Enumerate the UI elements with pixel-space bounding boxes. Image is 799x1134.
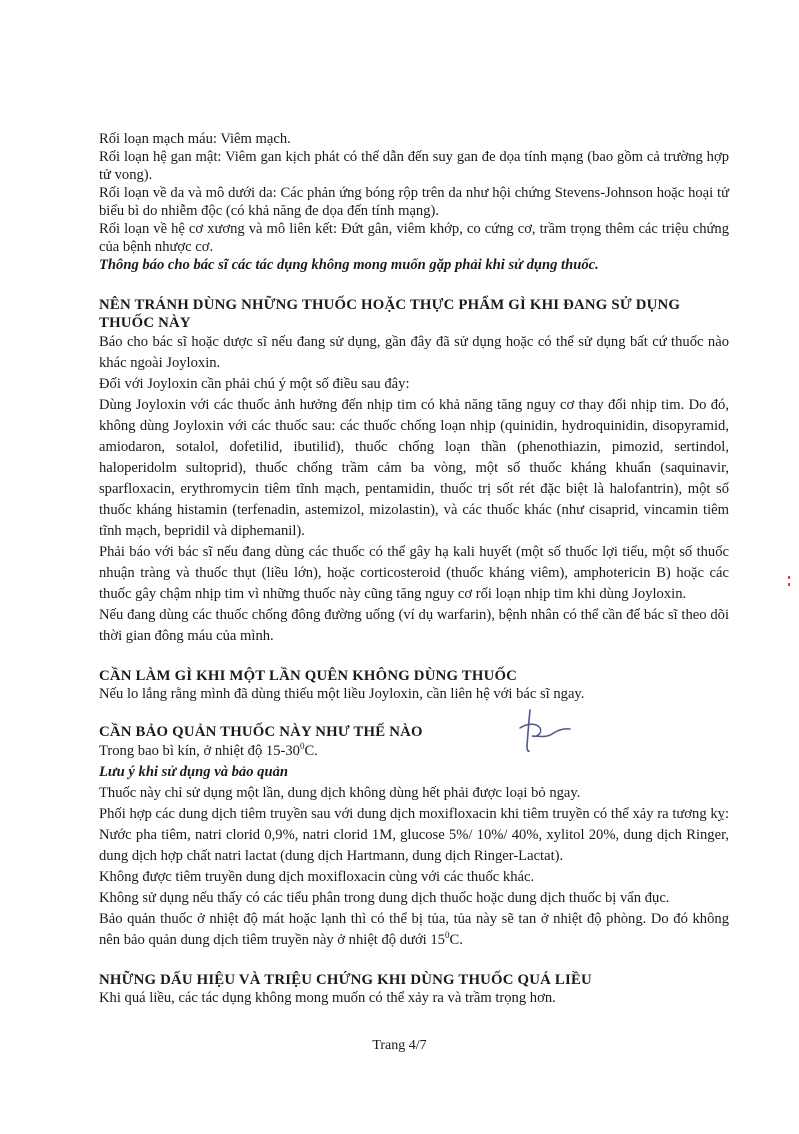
signature-mark [512, 706, 574, 756]
effect-skin: Rối loạn về da và mô dưới da: Các phản ứng bóng rộp trên da như hội chứng Stevens-Johnson hoặc hoại tử biểu bì do nhiễm độc (có khả năng đe dọa đến tính mạng). [99, 185, 729, 219]
degree-sup: 0 [299, 741, 305, 752]
storage-heading: CẦN BẢO QUẢN THUỐC NÀY NHƯ THẾ NÀO [99, 724, 423, 740]
missed-dose-text: Nếu lo lắng rằng mình đã dùng thiếu một liều Joyloxin, cần liên hệ với bác sĩ ngay. [99, 686, 585, 702]
effect-musculoskeletal: Rối loạn về hệ cơ xương và mô liên kết: Đứt gân, viêm khớp, co cứng cơ, trầm trọng thêm các triệu chứng của bệnh nhược cơ. [99, 221, 729, 255]
overdose-section [99, 971, 729, 1007]
storage-para-1: Thuốc này chỉ sử dụng một lần, dung dịch không dùng hết phải được loại bỏ ngay. [99, 785, 581, 801]
page-number: Trang 4/7 [372, 1038, 427, 1053]
storage-condition-unit: C. [304, 743, 318, 759]
storage-body [99, 741, 729, 951]
missed-dose-section [99, 667, 729, 703]
storage-condition [99, 741, 729, 762]
missed-dose-heading: CẦN LÀM GÌ KHI MỘT LẦN QUÊN KHÔNG DÙNG THUỐC [99, 668, 518, 684]
effect-hepatobiliary: Rối loạn hệ gan mật: Viêm gan kịch phát có thể dẫn đến suy gan đe dọa tính mạng (bao gồm cả trường hợp tử vong). [99, 149, 729, 183]
interactions-heading: NÊN TRÁNH DÙNG NHỮNG THUỐC HOẶC THỰC PHẨM GÌ KHI ĐANG SỬ DỤNG THUỐC NÀY [99, 297, 681, 331]
storage-para-5-unit: C. [449, 932, 463, 948]
overdose-heading: NHỮNG DẤU HIỆU VÀ TRIỆU CHỨNG KHI DÙNG THUỐC QUÁ LIỀU [99, 972, 592, 988]
storage-condition-text: Trong bao bì kín, ở nhiệt độ 15-30 [99, 743, 300, 759]
interactions-para-1: Báo cho bác sĩ hoặc dược sĩ nếu đang sử dụng, gần đây đã sử dụng hoặc có thể sử dụng bất cứ thuốc nào khác ngoài Joyloxin. [99, 334, 729, 371]
interactions-body [99, 332, 729, 647]
report-notice: Thông báo cho bác sĩ các tác dụng không mong muốn gặp phải khi sử dụng thuốc. [99, 257, 599, 273]
storage-para-4: Không sử dụng nếu thấy có các tiểu phân trong dung dịch thuốc hoặc dung dịch thuốc bị vẩn đục. [99, 890, 670, 906]
interactions-para-4: Phải báo với bác sĩ nếu đang dùng các thuốc có thể gây hạ kali huyết (một số thuốc lợi tiểu, một số thuốc nhuận tràng và thuốc thụt (liều lớn), hoặc corticosteroid (thuốc kháng viêm), amphotericin B) hoặc các thuốc gây chậm nhịp tim vì những thuốc này cũng tăng nguy cơ rối loạn nhịp tim khi dùng Joyloxin. [99, 544, 729, 602]
document-page [99, 130, 729, 1007]
overdose-text: Khi quá liều, các tác dụng không mong muốn có thể xảy ra và trầm trọng hơn. [99, 990, 556, 1006]
edge-mark [787, 574, 791, 588]
storage-para-5 [99, 909, 729, 951]
storage-para-3: Không được tiêm truyền dung dịch moxifloxacin cùng với các thuốc khác. [99, 869, 535, 885]
effect-vascular: Rối loạn mạch máu: Viêm mạch. [99, 131, 291, 147]
interactions-para-2: Đối với Joyloxin cần phải chú ý một số điều sau đây: [99, 376, 410, 392]
interactions-para-5: Nếu đang dùng các thuốc chống đông đường uống (ví dụ warfarin), bệnh nhân có thể cần để bác sĩ theo dõi thời gian đông máu của mình. [99, 607, 729, 644]
storage-para-2: Phối hợp các dung dịch tiêm truyền sau với dung dịch moxifloxacin khi tiêm truyền có thể xảy ra tương kỵ: Nước pha tiêm, natri clorid 0,9%, natri clorid 1M, glucose 5%/ 10%/ 40%, xylitol 20%, dung dịch Ringer, dung dịch hợp chất natri lactat (dung dịch Hartmann, dung dịch Ringer-Lactat). [99, 806, 729, 864]
interactions-para-3: Dùng Joyloxin với các thuốc ảnh hưởng đến nhịp tim có khả năng tăng nguy cơ thay đổi nhịp tim. Do đó, không dùng Joyloxin với các thuốc sau: các thuốc chống loạn nhịp (quinidin, hydroquinidin, disopyramid, amiodaron, sotalol, dofetilid, ibutilid), thuốc chống loạn thần (phenothiazin, pimozid, sertindol, haloperidolm sultoprid), thuốc chống trầm cảm ba vòng, một số thuốc kháng khuẩn (saquinavir, sparfloxacin, erythromycin tiêm tĩnh mạch, pentamidin, thuốc trị sốt rét đặc biệt là halofantrin), một số thuốc kháng histamin (terfenadin, astemizol, mizolastin), và các thuốc khác (như cisaprid, vincamin tiêm tĩnh mạch, bepridil và diphemanil). [99, 397, 729, 539]
interactions-section [99, 296, 729, 647]
degree-sup: 0 [444, 930, 450, 941]
storage-para-5-text: Bảo quản thuốc ở nhiệt độ mát hoặc lạnh thì có thể bị tủa, tủa này sẽ tan ở nhiệt độ phòng. Do đó không nên bảo quản dung dịch tiêm truyền này ở nhiệt độ dưới 15 [99, 911, 729, 948]
storage-section [99, 723, 729, 951]
storage-subheading: Lưu ý khi sử dụng và bảo quản [99, 764, 288, 780]
adverse-effects-section [99, 130, 729, 274]
